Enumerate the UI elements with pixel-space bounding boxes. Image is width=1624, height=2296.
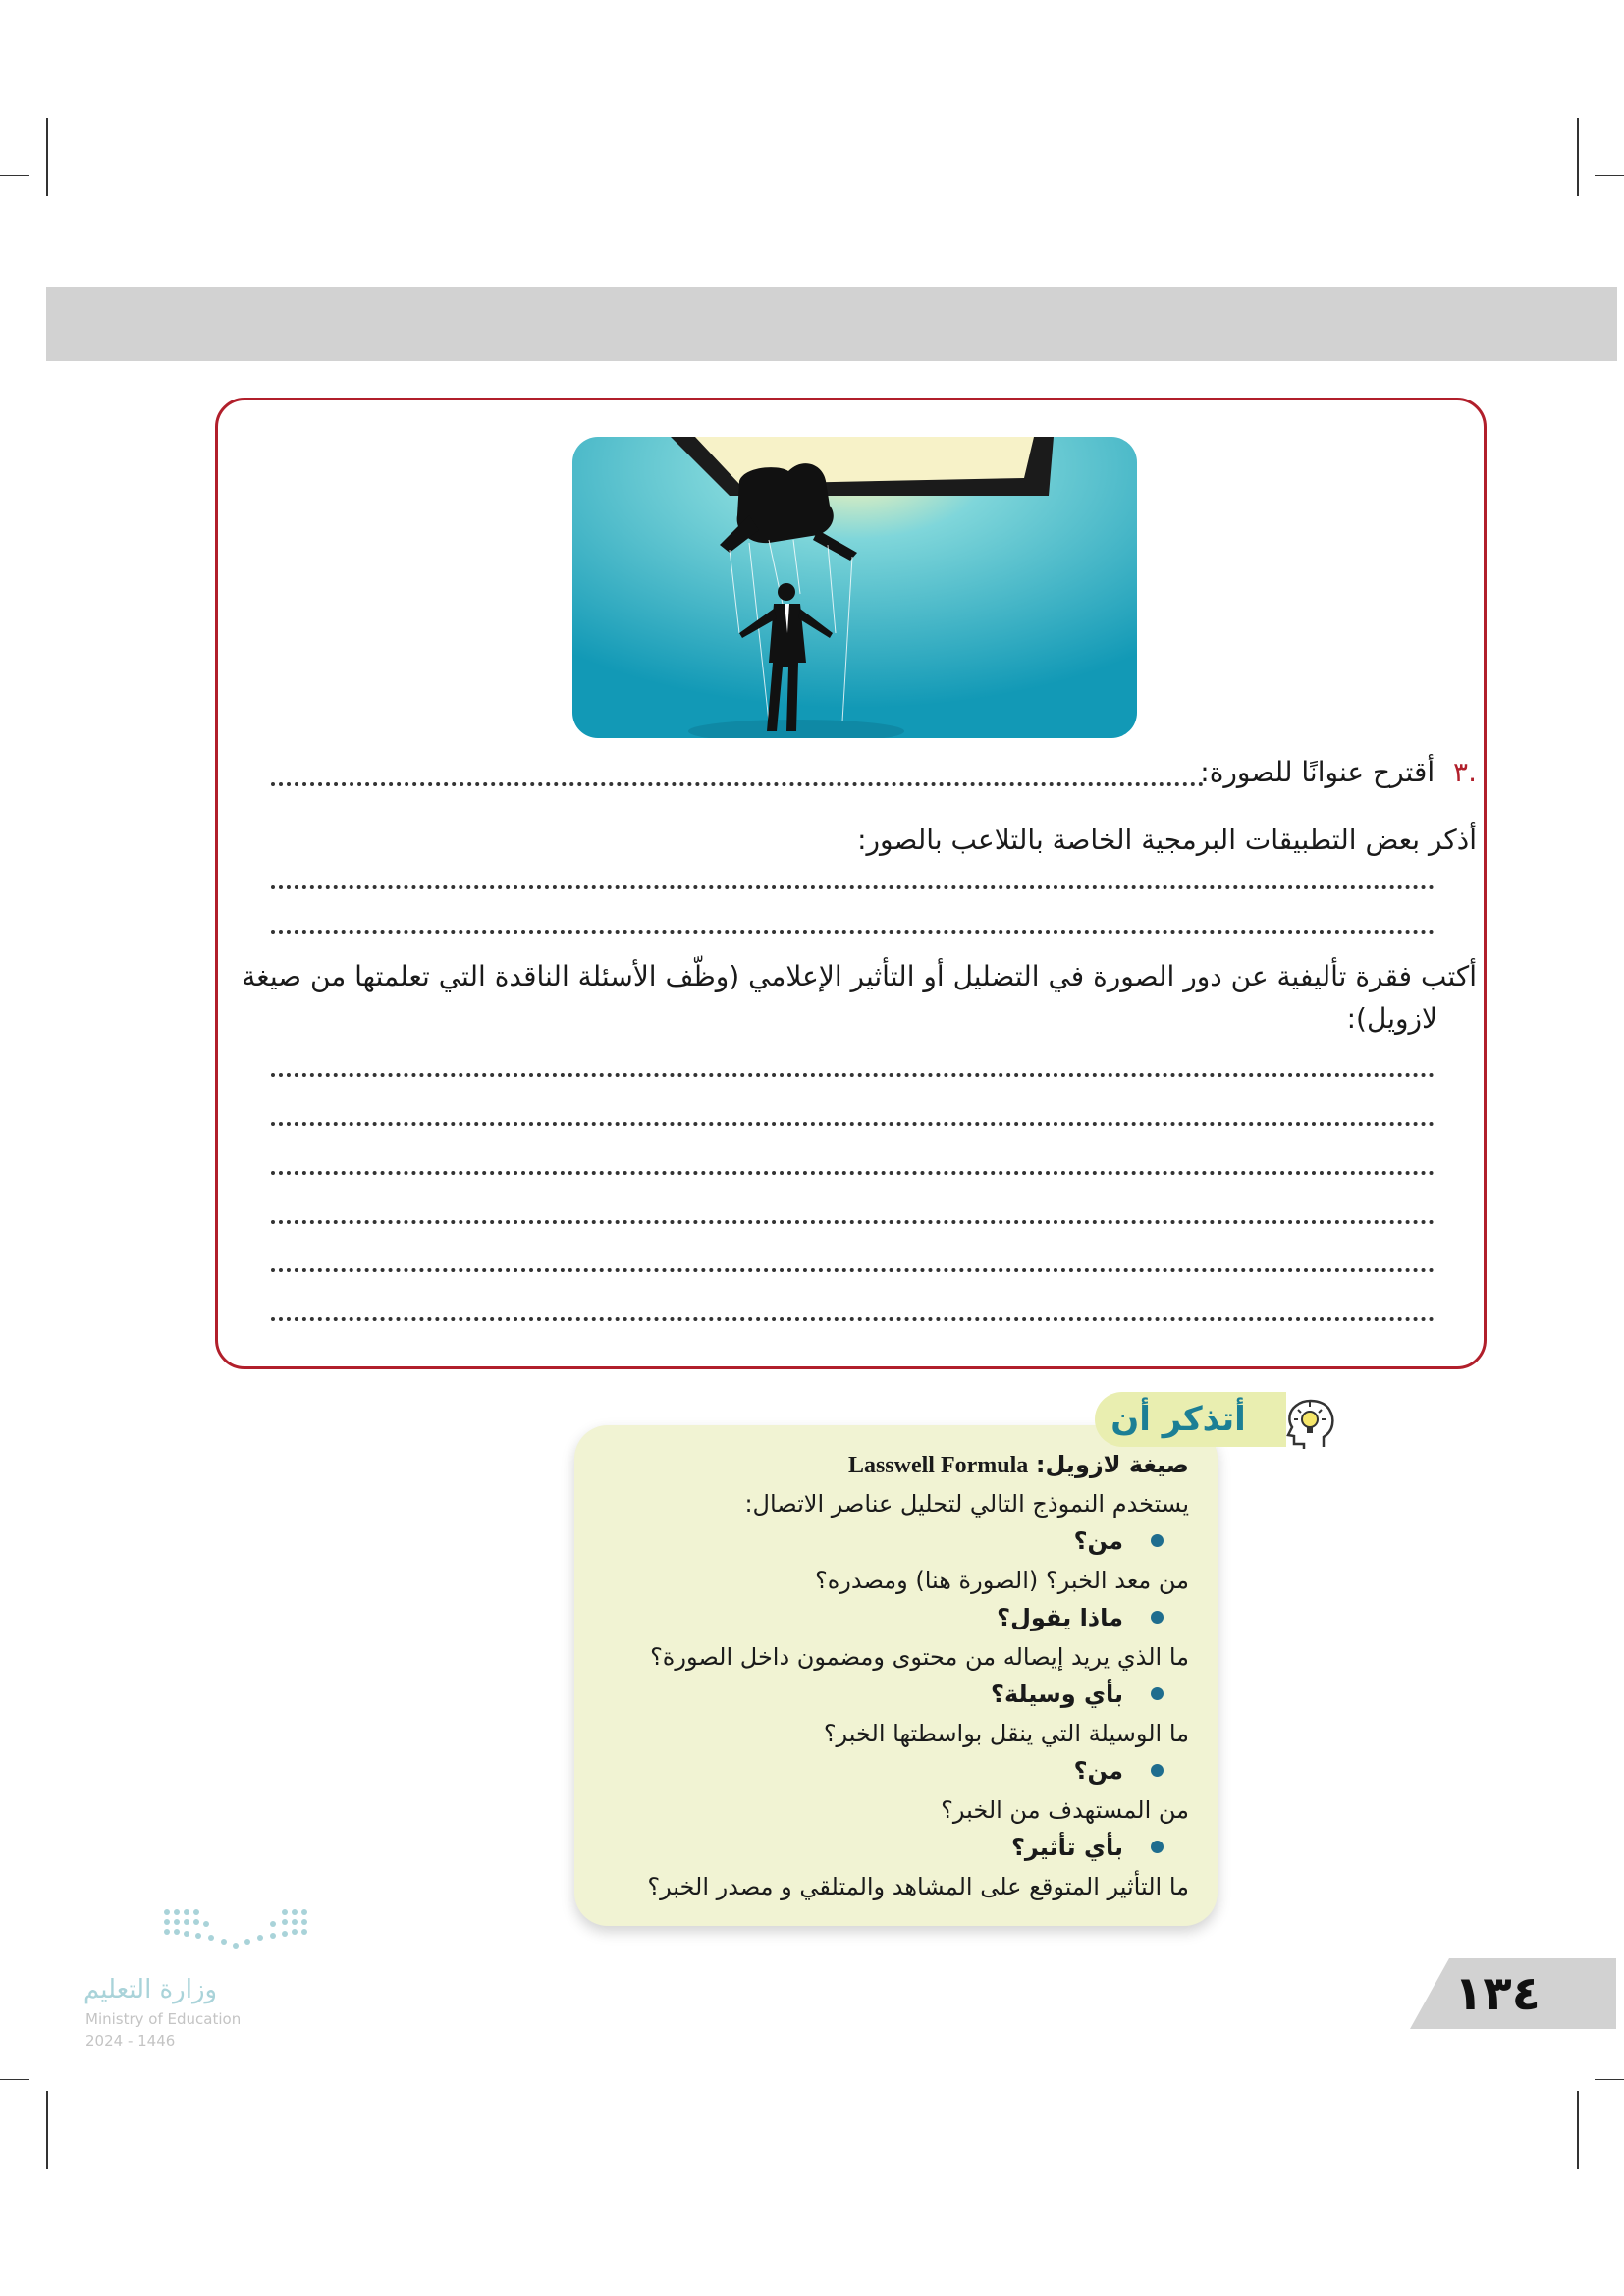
question-paragraph-line1: أكتب فقرة تأليفية عن دور الصورة في التضليل أو التأثير الإعلامي (وظّف الأسئلة الناقدة التي تعلمتها من صيغة — [242, 960, 1477, 992]
crop-mark — [0, 2079, 29, 2080]
bullet — [1151, 1611, 1164, 1624]
answer-line[interactable] — [271, 885, 1435, 889]
answer-line[interactable] — [271, 782, 1204, 786]
formula-line — [848, 1448, 1189, 1482]
page-number: ١٣٤ — [1454, 1966, 1541, 2021]
puppet-illustration — [572, 437, 1137, 738]
item-question: بأي تأثير؟ — [1010, 1834, 1123, 1861]
item-question: من؟ — [1073, 1757, 1123, 1785]
bullet — [1151, 1687, 1164, 1700]
crop-mark — [46, 2091, 48, 2169]
answer-line[interactable] — [271, 1122, 1435, 1126]
crop-mark — [0, 175, 29, 176]
item-answer: ما الوسيلة التي ينقل بواسطتها الخبر؟ — [823, 1720, 1189, 1747]
question-3-text: أقترح عنوانًا للصورة: — [1200, 756, 1435, 788]
ministry-name-en: Ministry of Education — [85, 2010, 242, 2028]
question-3 — [1200, 753, 1477, 792]
reminder-intro: يستخدم النموذج التالي لتحليل عناصر الاتصال: — [744, 1490, 1189, 1518]
item-answer: من معد الخبر؟ (الصورة هنا) ومصدره؟ — [814, 1567, 1189, 1594]
answer-line[interactable] — [271, 1317, 1435, 1321]
answer-line[interactable] — [271, 1220, 1435, 1224]
answer-line[interactable] — [271, 930, 1435, 934]
bullet — [1151, 1764, 1164, 1777]
ministry-logo — [157, 1904, 324, 1963]
ministry-name-ar: وزارة التعليم — [83, 1975, 218, 2004]
crop-mark — [1577, 2091, 1579, 2169]
ministry-year: 2024 - 1446 — [85, 2032, 176, 2050]
crop-mark — [1577, 118, 1579, 196]
item-question: بأي وسيلة؟ — [991, 1681, 1123, 1708]
answer-line[interactable] — [271, 1073, 1435, 1077]
formula-english: Lasswell Formula — [847, 1453, 1029, 1478]
item-answer: ما التأثير المتوقع على المشاهد والمتلقي و مصدر الخبر؟ — [647, 1873, 1189, 1900]
crop-mark — [1595, 2079, 1624, 2080]
answer-line[interactable] — [271, 1268, 1435, 1272]
question-apps: أذكر بعض التطبيقات البرمجية الخاصة بالتلاعب بالصور: — [857, 824, 1477, 856]
answer-line[interactable] — [271, 1171, 1435, 1175]
item-answer: ما الذي يريد إيصاله من محتوى ومضمون داخل الصورة؟ — [650, 1643, 1189, 1671]
bullet — [1151, 1534, 1164, 1547]
item-question: من؟ — [1073, 1527, 1123, 1555]
crop-mark — [1595, 175, 1624, 176]
header-band — [46, 287, 1617, 361]
item-question: ماذا يقول؟ — [997, 1604, 1123, 1631]
crop-mark — [46, 118, 48, 196]
question-paragraph-line2: لازويل): — [1346, 1002, 1437, 1035]
question-number: .٣ — [1453, 756, 1477, 788]
formula-label: صيغة لازويل: — [1035, 1451, 1189, 1478]
item-answer: من المستهدف من الخبر؟ — [941, 1796, 1189, 1824]
reminder-title: أتذكر أن — [1110, 1400, 1246, 1439]
bullet — [1151, 1841, 1164, 1853]
head-lightbulb-icon — [1276, 1390, 1345, 1459]
